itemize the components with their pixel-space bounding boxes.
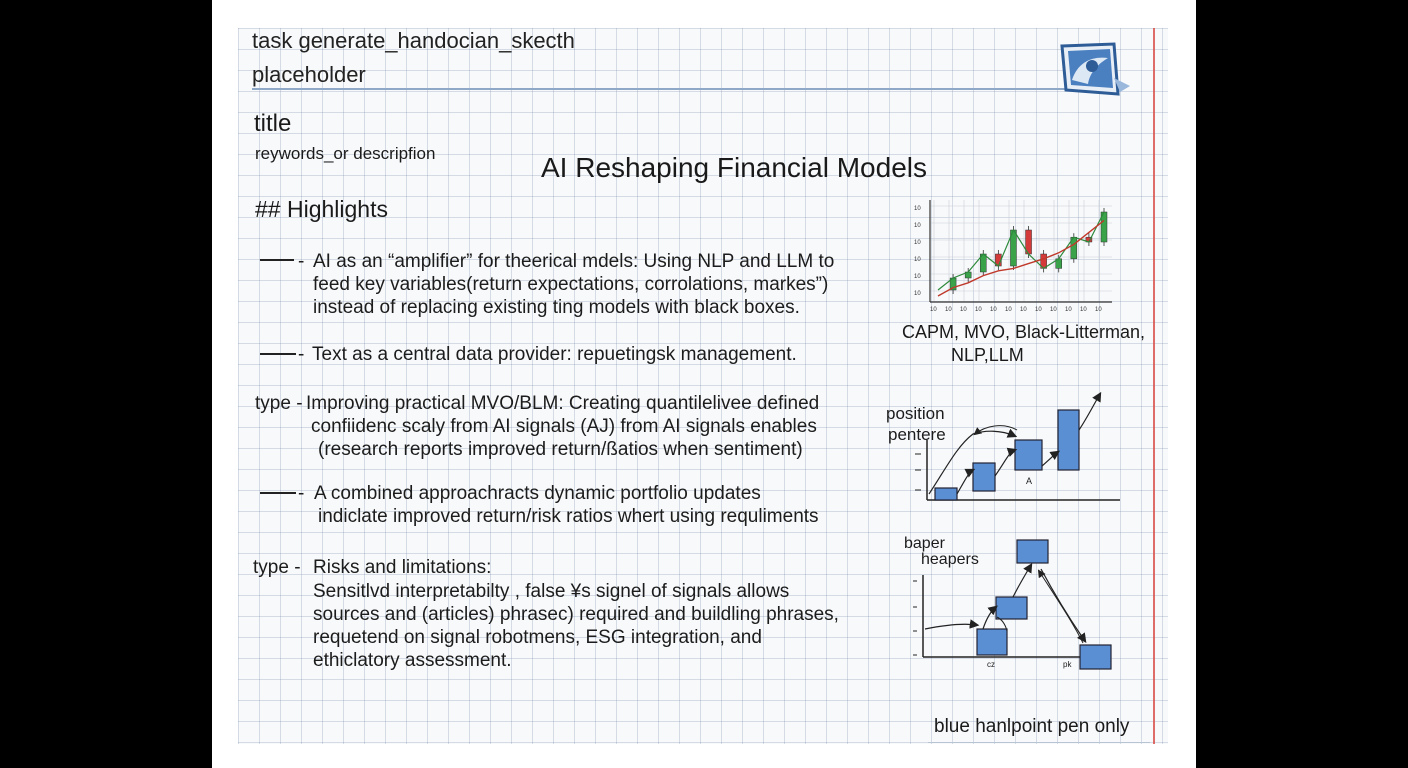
footer-rule [928, 742, 1150, 743]
footer-note: blue hanlpoint pen only [934, 716, 1130, 737]
x-tick-label: 10 [930, 307, 937, 313]
bullet-line: A combined approachracts dynamic portfolio updates [314, 483, 761, 504]
x-label: pk [1063, 660, 1072, 669]
position-diagram [905, 390, 1125, 510]
flow-box [1080, 645, 1111, 669]
y-tick-label: 10 [914, 240, 921, 246]
app-logo-icon [1058, 42, 1136, 102]
flow-box [977, 629, 1007, 655]
bullet-marker: - [298, 344, 305, 365]
x-tick-label: 10 [1095, 307, 1102, 313]
y-tick-label: 10 [914, 274, 921, 280]
point-label: A [1026, 476, 1033, 486]
bullet-marker: type - [253, 557, 301, 578]
task-label: task generate_handocian_skecth [252, 28, 575, 53]
flow-box [996, 597, 1027, 619]
x-tick-label: 10 [1080, 307, 1087, 313]
x-tick-label: 10 [945, 307, 952, 313]
bullet-line: Improving practical MVO/BLM: Creating quantilelivee defined [306, 393, 820, 414]
bullet-marker: - [298, 251, 305, 272]
chart-caption: NLP,LLM [951, 345, 1024, 365]
x-tick-label: 10 [1035, 307, 1042, 313]
chart2-label: position [886, 404, 945, 423]
placeholder-label: placeholder [252, 62, 366, 87]
x-tick-label: 10 [1050, 307, 1057, 313]
bullet-line: instead of replacing existing ting models with black boxes. [313, 297, 800, 318]
bullet-line: ethiclatory assessment. [313, 650, 512, 671]
price-chart [908, 192, 1118, 314]
x-tick-label: 10 [1020, 307, 1027, 313]
header-rule [252, 88, 1072, 90]
bullet-line: (research reports improved return/ßatios when sentiment) [318, 439, 803, 460]
margin-line [1153, 28, 1155, 744]
chart2-label: pentere [888, 425, 946, 444]
highlights-heading: ## Highlights [255, 196, 388, 222]
x-tick-label: 10 [975, 307, 982, 313]
bullet-line: indiclate improved return/risk ratios whert using requliments [318, 506, 819, 527]
bullet-dash [260, 353, 296, 355]
bullet-line: feed key variables(return expectations, corrolations, markes”) [313, 274, 829, 295]
bullet-line: requetend on signal robotmens, ESG integration, and [313, 627, 762, 648]
diagram-box [935, 488, 957, 500]
x-tick-label: 10 [990, 307, 997, 313]
chart3-label: baper [904, 535, 945, 552]
keywords-label: reywords_or descripfion [255, 144, 436, 163]
x-tick-label: 10 [1005, 307, 1012, 313]
bullet-line: Risks and limitations: [313, 557, 492, 578]
y-tick-label: 10 [914, 223, 921, 229]
bullet-marker: - [298, 483, 305, 504]
series-line [938, 212, 1104, 290]
x-tick-label: 10 [1065, 307, 1072, 313]
x-label: cz [987, 660, 995, 669]
y-tick-label: 10 [914, 206, 921, 212]
diagram-box [1058, 410, 1079, 470]
bullet-line: AI as an “amplifier” for theerical mdels: Using NLP and LLM to [313, 251, 835, 272]
series-line [938, 220, 1104, 296]
diagram-box [973, 463, 995, 491]
bullet-marker: type - [255, 393, 303, 414]
x-tick-label: 10 [960, 307, 967, 313]
bullet-dash [260, 259, 294, 261]
y-tick-label: 10 [914, 291, 921, 297]
bullet-line: Sensitlvd interpretabilty , false ¥s signel of signals allows [313, 581, 790, 602]
bullet-line: Text as a central data provider: repuetingsk management. [312, 344, 797, 365]
bullet-line: confiidenc scaly from AI signals (AJ) from AI signals enables [311, 416, 817, 437]
bullet-dash [260, 492, 296, 494]
chart3-label: heapers [921, 551, 979, 568]
diagram-box [1015, 440, 1042, 470]
title-label: title [254, 110, 292, 137]
flow-box [1017, 540, 1048, 563]
y-tick-label: 10 [914, 257, 921, 263]
flow-diagram [905, 535, 1120, 670]
main-title: AI Reshaping Financial Models [541, 152, 927, 183]
chart-caption: CAPM, MVO, Black-Litterman, [902, 322, 1146, 342]
bullet-line: sources and (articles) phrasec) required and buildling phrases, [313, 604, 839, 625]
